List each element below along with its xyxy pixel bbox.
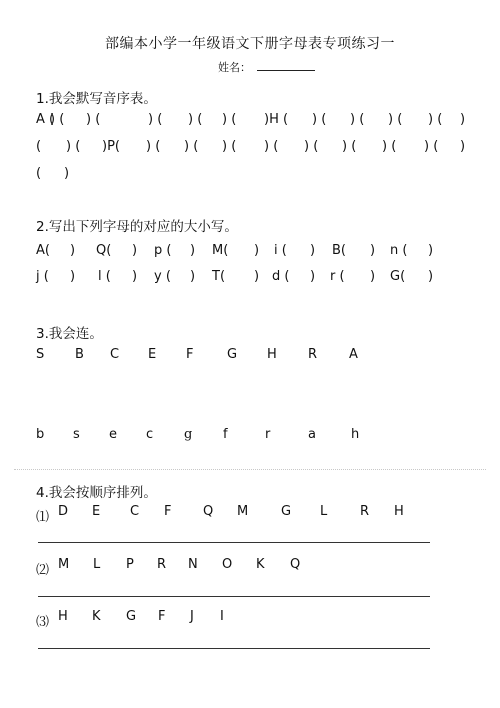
s2-answer[interactable]: ) bbox=[190, 269, 196, 284]
s3-lower-letter[interactable]: g bbox=[184, 427, 193, 442]
s1-cell[interactable]: ) ( bbox=[350, 112, 365, 127]
s2-answer[interactable]: ) bbox=[132, 269, 138, 284]
s3-upper-letter[interactable]: A bbox=[349, 347, 358, 362]
s4-letter: I bbox=[220, 609, 224, 624]
s1-cell[interactable]: ) ( bbox=[86, 112, 101, 127]
s3-lower-letter[interactable]: r bbox=[265, 427, 271, 442]
s4-letter: R bbox=[360, 504, 370, 519]
s1-cell[interactable]: ) ( bbox=[264, 139, 279, 154]
s1-cell[interactable]: ( bbox=[36, 166, 42, 181]
s3-upper-letter[interactable]: S bbox=[36, 347, 45, 362]
s1-cell[interactable]: A ( bbox=[36, 112, 55, 127]
s3-upper-letter[interactable]: E bbox=[148, 347, 157, 362]
s1-cell[interactable]: )P( bbox=[102, 139, 120, 154]
s3-upper-letter[interactable]: F bbox=[186, 347, 194, 362]
section-4-title: 4.我会按顺序排列。 bbox=[36, 485, 157, 501]
s2-letter: j ( bbox=[36, 269, 49, 284]
s3-lower-letter[interactable]: a bbox=[308, 427, 316, 442]
s1-cell[interactable]: ) ( bbox=[304, 139, 319, 154]
s4-letter: P bbox=[126, 557, 134, 572]
s2-letter: d ( bbox=[272, 269, 290, 284]
s1-cell[interactable]: ) ( bbox=[222, 139, 237, 154]
s1-cell[interactable]: ) bbox=[460, 139, 466, 154]
s4-letter: D bbox=[58, 504, 69, 519]
s3-lower-letter[interactable]: s bbox=[73, 427, 80, 442]
s2-answer[interactable]: ) bbox=[428, 269, 434, 284]
s2-letter: r ( bbox=[330, 269, 345, 284]
s4-letter: C bbox=[130, 504, 140, 519]
name-blank-line[interactable] bbox=[257, 59, 315, 71]
s1-cell[interactable]: ) ( bbox=[50, 112, 65, 127]
s4-letter: N bbox=[188, 557, 198, 572]
s3-lower-letter[interactable]: c bbox=[146, 427, 154, 442]
s1-cell[interactable]: ) ( bbox=[342, 139, 357, 154]
s1-cell[interactable]: ) ( bbox=[312, 112, 327, 127]
s4-letter: O bbox=[222, 557, 233, 572]
s1-cell[interactable]: ) ( bbox=[148, 112, 163, 127]
s4-letter: K bbox=[92, 609, 101, 624]
s1-cell[interactable]: ) ( bbox=[222, 112, 237, 127]
s2-answer[interactable]: ) bbox=[370, 269, 376, 284]
s4-letter: Q bbox=[203, 504, 214, 519]
s1-cell[interactable]: ) ( bbox=[428, 112, 443, 127]
s1-cell[interactable]: )H ( bbox=[264, 112, 289, 127]
s2-answer[interactable]: ) bbox=[190, 243, 196, 258]
s4-answer-line-3[interactable] bbox=[38, 648, 430, 649]
s2-answer[interactable]: ) bbox=[70, 243, 76, 258]
page-title: 部编本小学一年级语文下册字母表专项练习一 bbox=[105, 36, 395, 52]
s1-cell[interactable]: ) bbox=[460, 112, 466, 127]
s4-letter: F bbox=[158, 609, 166, 624]
section-3-title: 3.我会连。 bbox=[36, 326, 103, 342]
s3-upper-letter[interactable]: R bbox=[308, 347, 318, 362]
s4-item-number: ⑶ bbox=[36, 615, 50, 630]
s4-letter: L bbox=[320, 504, 328, 519]
s2-letter: A( bbox=[36, 243, 50, 258]
s2-letter: G( bbox=[390, 269, 406, 284]
s2-answer[interactable]: ) bbox=[428, 243, 434, 258]
s4-letter: E bbox=[92, 504, 101, 519]
s4-letter: M bbox=[237, 504, 249, 519]
s4-letter: Q bbox=[290, 557, 301, 572]
s4-letter: R bbox=[157, 557, 167, 572]
s4-letter: L bbox=[93, 557, 101, 572]
s2-answer[interactable]: ) bbox=[70, 269, 76, 284]
s2-answer[interactable]: ) bbox=[370, 243, 376, 258]
s3-lower-letter[interactable]: f bbox=[223, 427, 228, 442]
s2-letter: y ( bbox=[154, 269, 171, 284]
s3-upper-letter[interactable]: B bbox=[75, 347, 84, 362]
s3-upper-letter[interactable]: H bbox=[267, 347, 277, 362]
section-1-title: 1.我会默写音序表。 bbox=[36, 91, 157, 107]
s2-answer[interactable]: ) bbox=[254, 269, 260, 284]
s4-item-number: ⑴ bbox=[36, 510, 50, 525]
s2-letter: B( bbox=[332, 243, 346, 258]
s1-cell[interactable]: ) bbox=[64, 166, 70, 181]
s1-cell[interactable]: ) ( bbox=[424, 139, 439, 154]
section-2-title: 2.写出下列字母的对应的大小写。 bbox=[36, 219, 238, 235]
s1-cell[interactable]: ) ( bbox=[382, 139, 397, 154]
s1-cell[interactable]: ) ( bbox=[188, 112, 203, 127]
s1-cell[interactable]: ( bbox=[36, 139, 42, 154]
s2-answer[interactable]: ) bbox=[132, 243, 138, 258]
s3-lower-letter[interactable]: b bbox=[36, 427, 45, 442]
s2-letter: p ( bbox=[154, 243, 172, 258]
s4-letter: K bbox=[256, 557, 265, 572]
s1-cell[interactable]: ) ( bbox=[146, 139, 161, 154]
s2-letter: T( bbox=[212, 269, 226, 284]
s1-cell[interactable]: ) ( bbox=[388, 112, 403, 127]
s1-cell[interactable]: ) ( bbox=[66, 139, 81, 154]
s2-letter: Q( bbox=[96, 243, 112, 258]
s2-letter: i ( bbox=[274, 243, 287, 258]
s4-letter: G bbox=[281, 504, 292, 519]
s2-letter: n ( bbox=[390, 243, 408, 258]
s3-lower-letter[interactable]: h bbox=[351, 427, 360, 442]
s4-letter: F bbox=[164, 504, 172, 519]
s2-letter: M( bbox=[212, 243, 229, 258]
s1-cell[interactable]: ) ( bbox=[184, 139, 199, 154]
s3-upper-letter[interactable]: G bbox=[227, 347, 238, 362]
name-field[interactable] bbox=[218, 59, 315, 75]
s4-letter: J bbox=[190, 609, 194, 624]
s4-answer-line-1[interactable] bbox=[38, 542, 430, 543]
s4-letter: M bbox=[58, 557, 70, 572]
name-label: 姓名： bbox=[218, 61, 251, 74]
s3-lower-letter[interactable]: e bbox=[109, 427, 117, 442]
s2-answer[interactable]: ) bbox=[310, 243, 316, 258]
s4-answer-line-2[interactable] bbox=[38, 596, 430, 597]
s2-answer[interactable]: ) bbox=[310, 269, 316, 284]
s3-upper-letter[interactable]: C bbox=[110, 347, 120, 362]
s4-letter: G bbox=[126, 609, 137, 624]
s4-letter: H bbox=[394, 504, 404, 519]
dotted-divider bbox=[14, 469, 486, 470]
s4-item-number: ⑵ bbox=[36, 563, 50, 578]
s2-answer[interactable]: ) bbox=[254, 243, 260, 258]
s4-letter: H bbox=[58, 609, 68, 624]
s2-letter: l ( bbox=[98, 269, 111, 284]
